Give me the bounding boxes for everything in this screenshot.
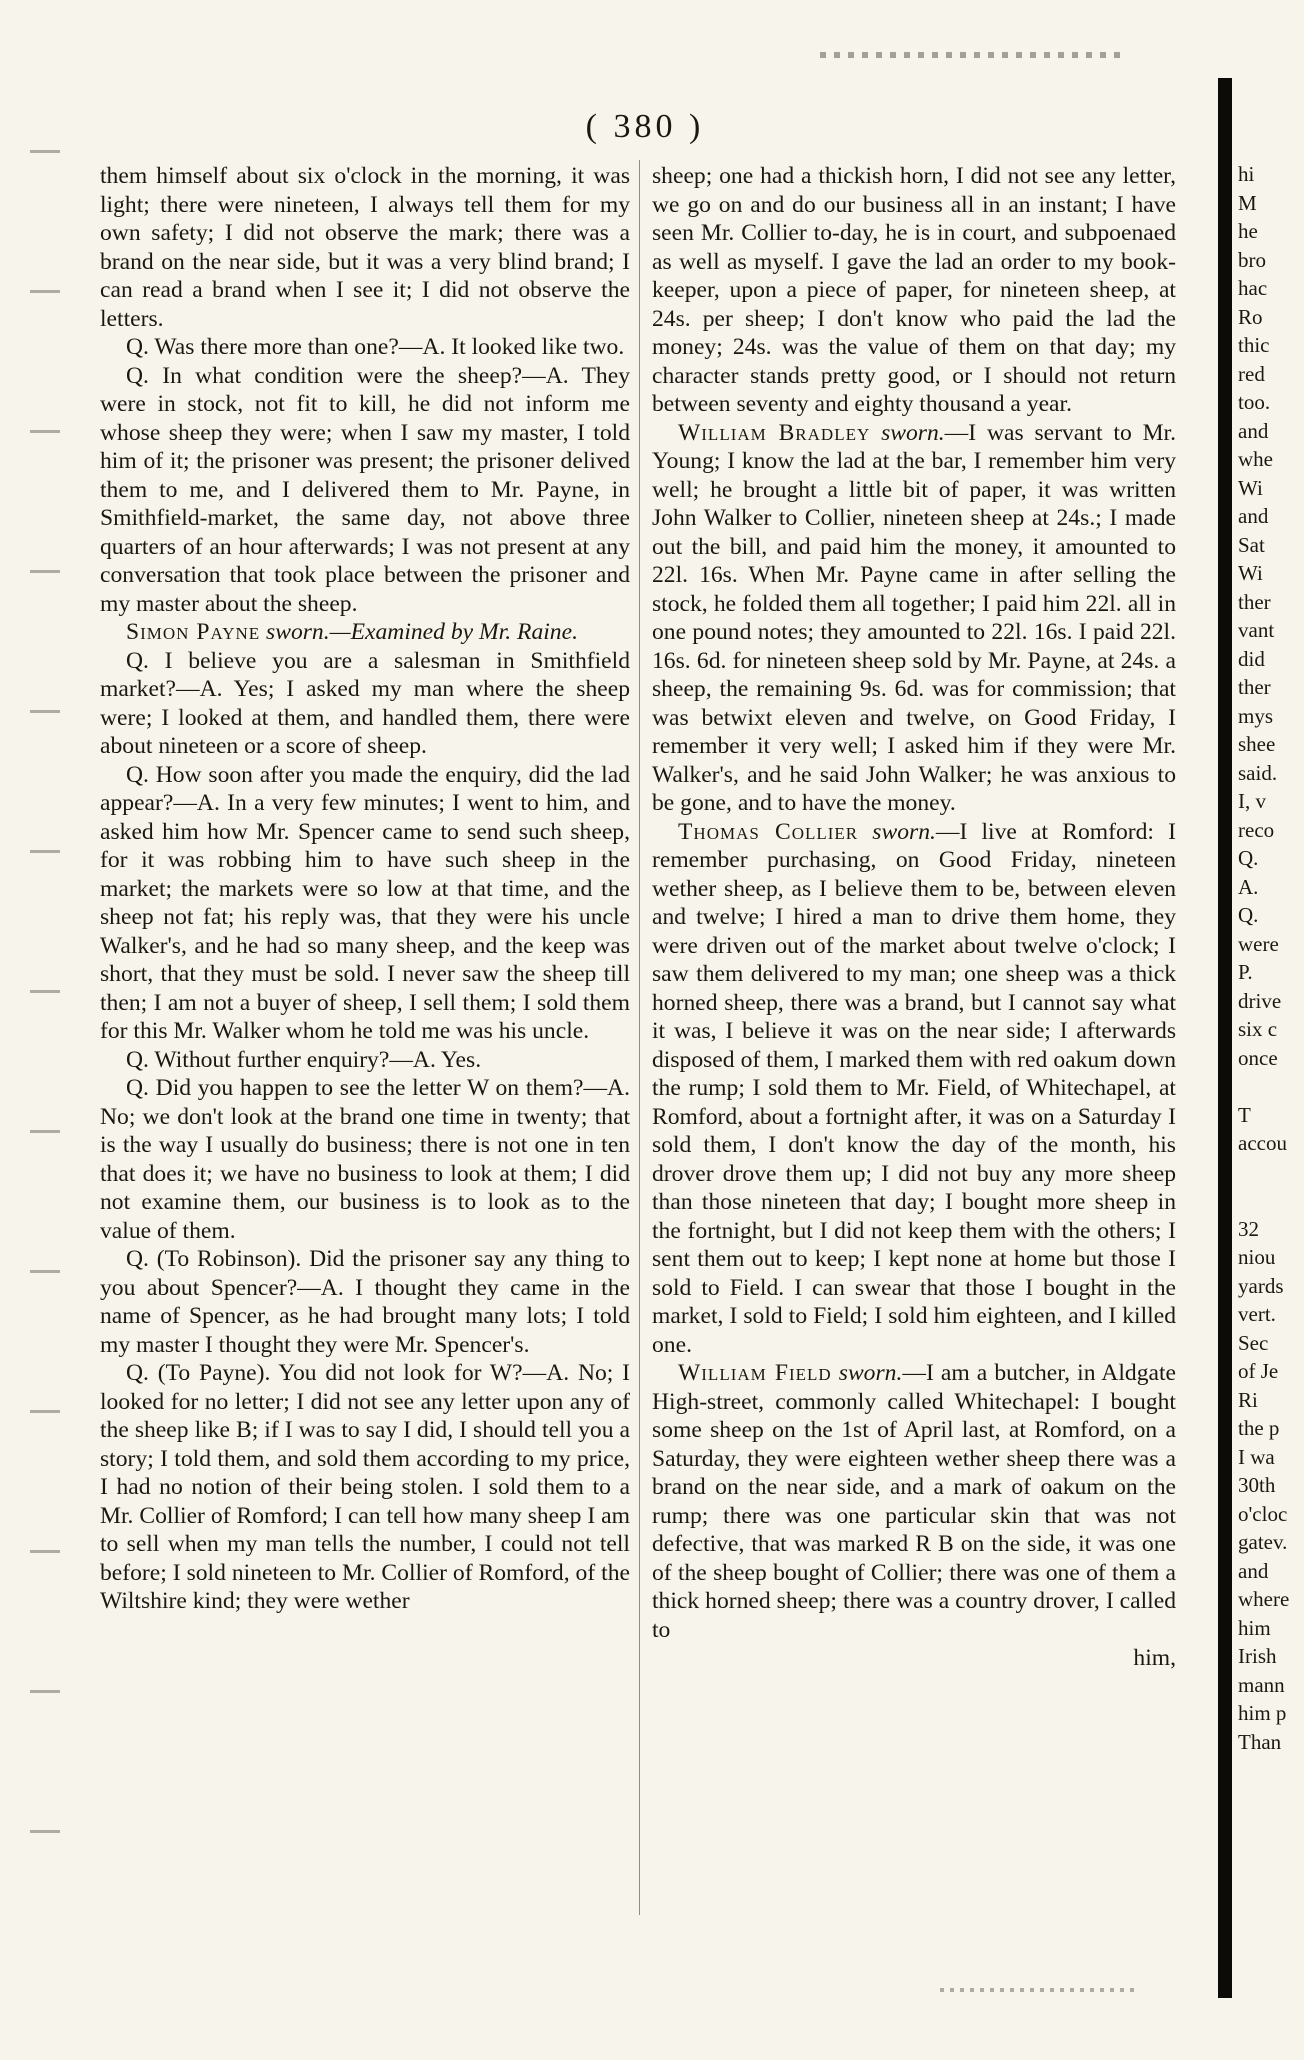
paragraph xyxy=(100,761,630,1046)
column-divider xyxy=(639,160,640,1915)
fragment-line: I, v xyxy=(1238,789,1266,813)
fragment-line: hac xyxy=(1238,276,1268,300)
paragraph-text: —I am a butcher, in Aldgate High-street, commonly called Whitechapel: I bought some sheep on the 1st of April last, at Romford, on a Saturday, they were eighteen wether sheep there was a brand on the near side, and a mark of oakum on the rump; there was one particular skin that was not defective, that was marked R B on the side, it was one of the sheep bought of Collier; there was one of them a thick horned sheep; there was a country drover, I called to xyxy=(652,1360,1176,1643)
fragment-line: Wi xyxy=(1238,561,1263,585)
fragment-line: once xyxy=(1238,1045,1278,1070)
paragraph xyxy=(652,818,1176,1360)
fragment-line: mann xyxy=(1238,1672,1285,1697)
sworn-note: sworn.—Examined by Mr. Raine. xyxy=(260,619,578,645)
fragment-line: accou xyxy=(1238,1131,1287,1155)
witness-name: Simon Payne xyxy=(126,619,261,645)
paragraph xyxy=(100,333,630,362)
print-noise-top xyxy=(820,52,1120,58)
paragraph-text: him, xyxy=(1133,1645,1176,1671)
paragraph-text: Q. (To Robinson). Did the prisoner say any thing to you about Spencer?—A. I thought they came in the name of Spencer, as he had brought many lots; I told my master I thought they were Mr. Spencer's. xyxy=(100,1246,630,1358)
fragment-line: shee xyxy=(1238,732,1276,756)
paragraph xyxy=(100,1359,630,1616)
paragraph xyxy=(652,162,1176,419)
fragment-line: vant xyxy=(1238,618,1275,642)
paragraph-text: Q. Was there more than one?—A. It looked like two. xyxy=(126,334,625,360)
fragment-line: bro xyxy=(1238,247,1266,272)
left-column xyxy=(100,162,630,1616)
paragraph-text: Q. Without further enquiry?—A. Yes. xyxy=(126,1046,482,1073)
fragment-line: him p xyxy=(1238,1701,1287,1725)
paragraph xyxy=(100,647,630,761)
fragment-line: drive xyxy=(1238,988,1282,1013)
paragraph xyxy=(652,419,1176,818)
fragment-line: where xyxy=(1238,1587,1290,1611)
fragment-line: were xyxy=(1238,931,1279,956)
fragment-line: Ri xyxy=(1238,1387,1258,1412)
paragraph xyxy=(652,1359,1176,1644)
fragment-line: did xyxy=(1238,646,1265,671)
fragment-line: whe xyxy=(1238,447,1273,471)
fragment-line: Sec xyxy=(1238,1330,1269,1355)
fragment-line: P. xyxy=(1238,960,1253,984)
fragment-line xyxy=(1238,1158,1304,1187)
page-number: ( 380 ) xyxy=(585,108,705,145)
fragment-line: him xyxy=(1238,1615,1271,1640)
paragraph xyxy=(100,1245,630,1359)
fragment-line: M xyxy=(1238,190,1257,215)
fragment-line: Q. xyxy=(1238,846,1259,870)
fragment-line: I wa xyxy=(1238,1444,1275,1469)
paragraph xyxy=(100,1074,630,1245)
print-noise-bottom xyxy=(940,1988,1140,1992)
fragment-line: ther xyxy=(1238,589,1271,614)
fragment-line: gatev. xyxy=(1238,1530,1288,1554)
paragraph-text: Q. Did you happen to see the letter W on them?—A. No; we don't look at the brand one time in twenty; that is the way I usually do business; there is not one in ten that does it; we have no business to look at them; I did not examine them, our business is to look as to the value of them. xyxy=(100,1075,630,1244)
fragment-line: hi xyxy=(1238,162,1255,186)
paragraph-text: —I was servant to Mr. Young; I know the lad at the bar, I remember him very well; he brought a little bit of paper, it was written John Walker to Collier, nineteen sheep at 24s.; I made out the bill, and paid him the money, it amounted to 22l. 16s. When Mr. Payne came in after selling the stock, he folded them all together; I paid him 22l. all in one pound notes; they amounted to 22l. 16s. I paid 22l. 16s. 6d. for nineteen sheep sold by Mr. Payne, at 24s. a sheep, the remaining 9s. 6d. was for commission; that was betwixt eleven and twelve, on Good Friday, I remember it very well; I asked him if they were Mr. Walker's, and he said John Walker; he was anxious to be gone, and to have the money. xyxy=(652,419,1177,816)
paragraph-text: Q. I believe you are a salesman in Smithfield market?—A. Yes; I asked my man where the sheep were; I looked at them, and handled them, there were about nineteen or a score of sheep. xyxy=(100,647,630,759)
witness-name: William Field xyxy=(678,1360,832,1386)
fragment-line: yards xyxy=(1238,1273,1284,1298)
fragment-line: Wi xyxy=(1238,475,1263,500)
fragment-line: six c xyxy=(1238,1017,1278,1041)
fragment-line: red xyxy=(1238,361,1265,386)
paragraph xyxy=(100,162,630,333)
page-edge-specks xyxy=(30,90,60,1940)
fragment-line: too. xyxy=(1238,390,1271,414)
sworn-note: sworn. xyxy=(870,419,945,446)
fragment-line: and xyxy=(1238,504,1269,528)
fragment-line: 30th xyxy=(1238,1473,1276,1497)
sworn-note: sworn. xyxy=(831,1360,903,1386)
paragraph-text: sheep; one had a thickish horn, I did not see any letter, we go on and do our business all in an instant; I have seen Mr. Collier to-day, he is in court, and subpoenaed as well as myself. I gave the lad an order to my book-keeper, upon a piece of paper, for nineteen sheep, at 24s. per sheep; I don't know who paid the lad the money; 24s. was the value of them on that day; my character stands pretty good, or I should not return between seventy and eighty thousand a year. xyxy=(652,163,1176,417)
paragraph-text: Q. In what condition were the sheep?—A. They were in stock, not fit to kill, he did not inform me whose sheep they were; when I saw my master, I told him of it; the prisoner was present; the prisoner delived them to me, and I delivered them to Mr. Payne, in Smithfield-market, the same day, not above three quarters of an hour afterwards; I was not present at any conversation that took place between the prisoner and my master about the sheep. xyxy=(100,362,630,617)
witness-name: William Bradley xyxy=(678,419,871,446)
fragment-line: reco xyxy=(1238,817,1275,842)
paragraph xyxy=(100,362,630,619)
fragment-line: A. xyxy=(1238,874,1259,899)
fragment-line: and xyxy=(1238,1558,1269,1583)
witness-name: Thomas Collier xyxy=(678,818,859,845)
fragment-line: niou xyxy=(1238,1245,1276,1269)
fragment-line xyxy=(1238,1186,1304,1215)
paragraph-text: Q. How soon after you made the enquiry, did the lad appear?—A. In a very few minutes; I went to him, and asked him how Mr. Spencer came to send such sheep, for it was robbing him to have such sheep in the market; the markets were so low at that time, and the sheep not fat; his reply was, that they were his uncle Walker's, and he had so many sheep, and the keep was short, that they must be sold. I never saw the sheep till then; I am not a buyer of sheep, I sell them; I sold them for this Mr. Walker whom he told me was his uncle. xyxy=(100,761,630,1044)
fragment-line: Ro xyxy=(1238,304,1263,329)
fragment-line: mys xyxy=(1238,703,1274,728)
fragment-line: of Je xyxy=(1238,1359,1279,1383)
fragment-line: ther xyxy=(1238,675,1271,699)
fragment-line: 32 xyxy=(1238,1216,1259,1241)
fragment-line: vert. xyxy=(1238,1302,1276,1326)
paragraph xyxy=(652,1644,1176,1673)
fragment-line: he xyxy=(1238,219,1258,243)
fragment-line: thic xyxy=(1238,333,1270,357)
fragment-line: Irish xyxy=(1238,1644,1277,1668)
next-page-fragment xyxy=(1238,160,1304,1970)
fragment-line: Q. xyxy=(1238,903,1259,927)
fragment-line: the p xyxy=(1238,1416,1280,1440)
paragraph-text: —I live at Romford: I remember purchasing, on Good Friday, nineteen wether sheep, as I believe them to be, between eleven and twelve; I hired a man to drive them home, they were driven out of the market about twelve o'clock; I saw them delivered to my man; one sheep was a thick horned sheep, there was a brand, but I cannot say what it was, I believe it was on the near side; I afterwards disposed of them, I marked them with red oakum down the rump; I sold them to Mr. Field, of Whitechapel, at Romford, about a fortnight after, it was on a Saturday I sold them, I don't know the day of the month, his drover drove them up; I did not buy any more sheep than those nineteen that day; I bought more sheep in the fortnight, but I did not keep them with the others; I sent them out to keep; I kept none at home but those I sold to Field. I can swear that those I bought in the market, I sold to Field; I sold him eighteen, and I killed one. xyxy=(652,818,1176,1358)
middle-column xyxy=(652,162,1176,1673)
fragment-line: said. xyxy=(1238,760,1278,785)
paragraph xyxy=(100,1046,630,1075)
paragraph-text: Q. (To Payne). You did not look for W?—A. No; I looked for no letter; I did not see any letter upon any of the sheep like B; if I was to say I did, I should tell you a story; I told them, and sold them according to my price, I had no notion of their being stolen. I sold them to a Mr. Collier of Romford; I can tell how many sheep I am to sell when my man tells the number, I could not tell before; I sold nineteen to Mr. Collier of Romford, of the Wiltshire kind; they were wether xyxy=(100,1360,630,1614)
fragment-line: Sat xyxy=(1238,532,1265,557)
fragment-line: o'cloc xyxy=(1238,1501,1288,1526)
fragment-line xyxy=(1238,1072,1304,1101)
page-binding-edge xyxy=(1218,78,1232,1998)
fragment-line: T xyxy=(1238,1102,1251,1127)
paragraph xyxy=(100,618,630,647)
sworn-note: sworn. xyxy=(858,818,936,845)
fragment-line: Than xyxy=(1238,1729,1282,1754)
fragment-line: and xyxy=(1238,418,1269,443)
paragraph-text: them himself about six o'clock in the morning, it was light; there were nineteen, I always tell them for my own safety; I did not observe the mark; there was a brand on the near side, but it was a very blind brand; I can read a brand when I see it; I did not observe the letters. xyxy=(100,163,630,332)
